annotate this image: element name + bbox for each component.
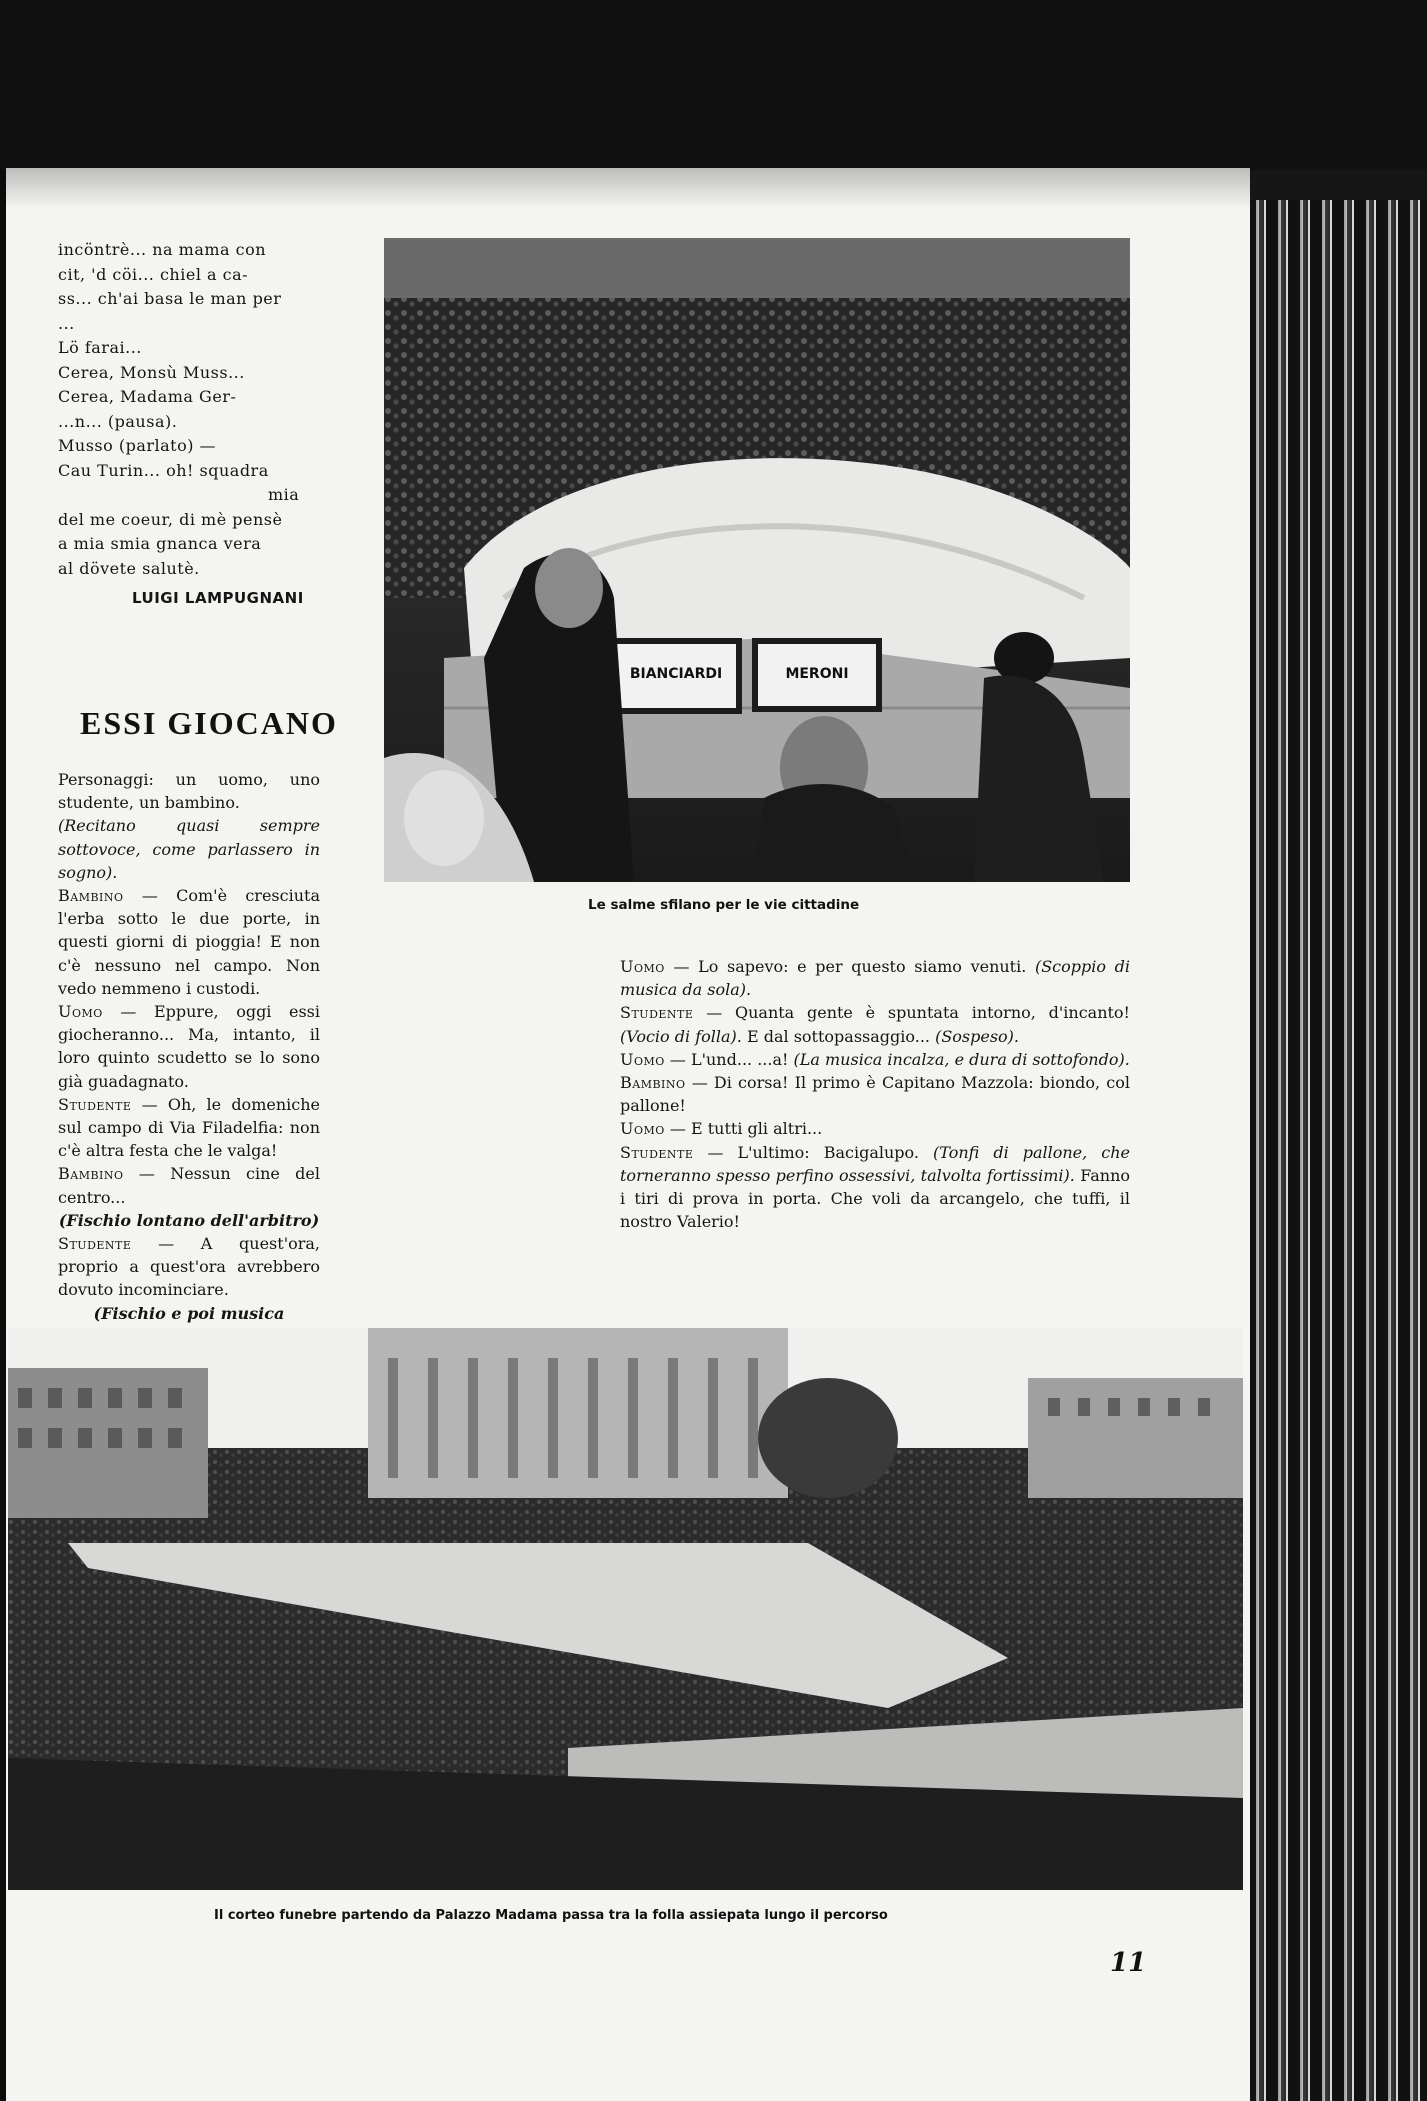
dialogue-line: [58, 768, 320, 814]
coffins-photo-image: [384, 238, 1130, 882]
dialogue-text: — L'und... ...a!: [669, 1049, 789, 1069]
funeral-procession-photo: [8, 1328, 1243, 1890]
book-page-edges: [1250, 200, 1427, 2101]
poem-line: a mia smia gnanca vera: [58, 534, 262, 553]
poem-line: mia: [268, 485, 300, 504]
dialogue-text: — A quest'ora, proprio a quest'ora avrebbero dovuto incominciare.: [58, 1234, 320, 1300]
page-shadow: [6, 168, 1250, 208]
dialogue-text: — Oh, le domeniche sul campo di Via Filadelfia: non c'è altra festa che le valga!: [58, 1094, 320, 1161]
top-photo-caption: Le salme sfilano per le vie cittadine: [588, 897, 860, 913]
speaker-name: Uomo: [620, 1119, 665, 1139]
stage-note-inline: (Tonfi di pallone, che torneranno spesso perfino ossessivi, talvolta fortissimi).: [620, 1142, 1130, 1185]
section-title: ESSI GIOCANO: [80, 705, 338, 741]
stage-note-inline: (La musica incalza, e dura di sottofondo).: [788, 1049, 1130, 1069]
poem-line: ...: [58, 313, 75, 333]
left-text-column: [58, 768, 320, 1418]
speaker-name: Uomo: [620, 957, 665, 976]
dialogue-text: — Nessun cine del centro...: [58, 1164, 321, 1207]
speaker-name: Bambino: [58, 1164, 124, 1184]
poem-line: ss... ch'ai basa le man per: [58, 289, 282, 308]
dialogue-text: — Quanta gente è spuntata intorno, d'incanto!: [706, 1003, 1130, 1023]
dialogue-line: [58, 1000, 320, 1093]
stage-note-inline: (Sospeso).: [929, 1026, 1019, 1046]
speaker-name: Studente: [58, 1234, 132, 1254]
dialogue-line: [620, 955, 1130, 1001]
dialogue-text: — Di corsa! Il primo è Capitano Mazzola: biondo, col pallone!: [620, 1073, 1130, 1116]
dialogue-text: — E tutti gli altri...: [669, 1119, 823, 1139]
dialogue-line: [620, 1071, 1130, 1117]
dark-background-band: [0, 0, 1427, 170]
dialogue-text: — Lo sapevo: e per questo siamo venuti.: [673, 957, 1027, 976]
poem-line: Cerea, Madama Ger-: [58, 387, 237, 406]
dialogue-line: [620, 1048, 1130, 1071]
plaque-meroni: MERONI: [785, 666, 849, 682]
stage-note-inline: (Scoppio di musica da sola).: [620, 957, 1130, 1000]
plaque-bianciardi: BIANCIARDI: [629, 666, 723, 682]
dialogue-text: — Eppure, oggi essi giocheranno... Ma, intanto, il loro quinto scudetto se lo sono già guadagnato.: [58, 1002, 320, 1091]
speaker-name: Uomo: [620, 1049, 665, 1069]
poem-line: Cerea, Monsù Muss...: [58, 362, 245, 382]
poem-line: ...n... (pausa).: [58, 411, 178, 431]
poem-line: al dövete salutè.: [58, 558, 200, 578]
stage-note-text: (Recitano quasi sempre sottovoce, come parlassero in sogno).: [58, 816, 320, 882]
stage-direction: (Fischio lontano dell'arbitro): [58, 1210, 320, 1230]
poem-line: incöntrè... na mama con: [58, 240, 267, 259]
stage-note-inline: (Vocio di folla).: [620, 1026, 742, 1046]
right-text-column: [620, 955, 1130, 1233]
dialogue-line: [58, 884, 320, 1000]
speaker-name: Studente: [58, 1094, 132, 1114]
speaker-name: Uomo: [58, 1002, 103, 1022]
dialogue-text: Personaggi: un uomo, uno studente, un bambino.: [58, 770, 320, 813]
dialogue-line: [620, 1141, 1130, 1234]
speaker-name: Bambino: [58, 886, 124, 906]
stage-note: [58, 814, 320, 884]
speaker-name: Studente: [620, 1003, 694, 1023]
dialogue-text: — Com'è cresciuta l'erba sotto le due porte, in questi giorni di pioggia! E non c'è nessuno nel campo. Non vedo nemmeno i custodi.: [58, 886, 320, 998]
dialogue-text: Fanno i tiri di prova in porta. Che voli da arcangelo, che tuffi, il nostro Valerio!: [620, 1165, 1131, 1232]
poem-author: LUIGI LAMPUGNANI: [132, 589, 304, 607]
procession-photo-image: [8, 1328, 1243, 1890]
poem-line: Cau Turin... oh! squadra: [58, 460, 269, 480]
dialogue-line: [620, 1001, 1130, 1047]
coffins-photo: [384, 238, 1130, 882]
speaker-name: Studente: [620, 1142, 694, 1162]
dialogue-text: E dal sottopassaggio...: [741, 1026, 930, 1046]
poem-line: cit, 'd cöi... chiel a ca-: [58, 264, 249, 284]
poem-line: Lö farai...: [58, 338, 142, 357]
poem-line: Musso (parlato) —: [58, 436, 217, 455]
page-number: 11: [1110, 1948, 1147, 1978]
dialogue-line: [58, 1232, 320, 1302]
dialogue-text: — L'ultimo: Bacigalupo.: [707, 1142, 919, 1162]
dialogue-line: [620, 1117, 1130, 1140]
bottom-photo-caption: Il corteo funebre partendo da Palazzo Madama passa tra la folla assiepata lungo il percorso: [214, 1908, 888, 1923]
dialogue-line: [58, 1162, 320, 1208]
poem-block: [58, 238, 328, 607]
dialogue-line: [58, 1093, 320, 1163]
stage-direction: (Fischio e poi musica: [93, 1303, 285, 1323]
poem-line: del me coeur, di mè pensè: [58, 509, 283, 529]
speaker-name: Bambino: [620, 1073, 686, 1093]
poem-lines: [58, 238, 328, 581]
